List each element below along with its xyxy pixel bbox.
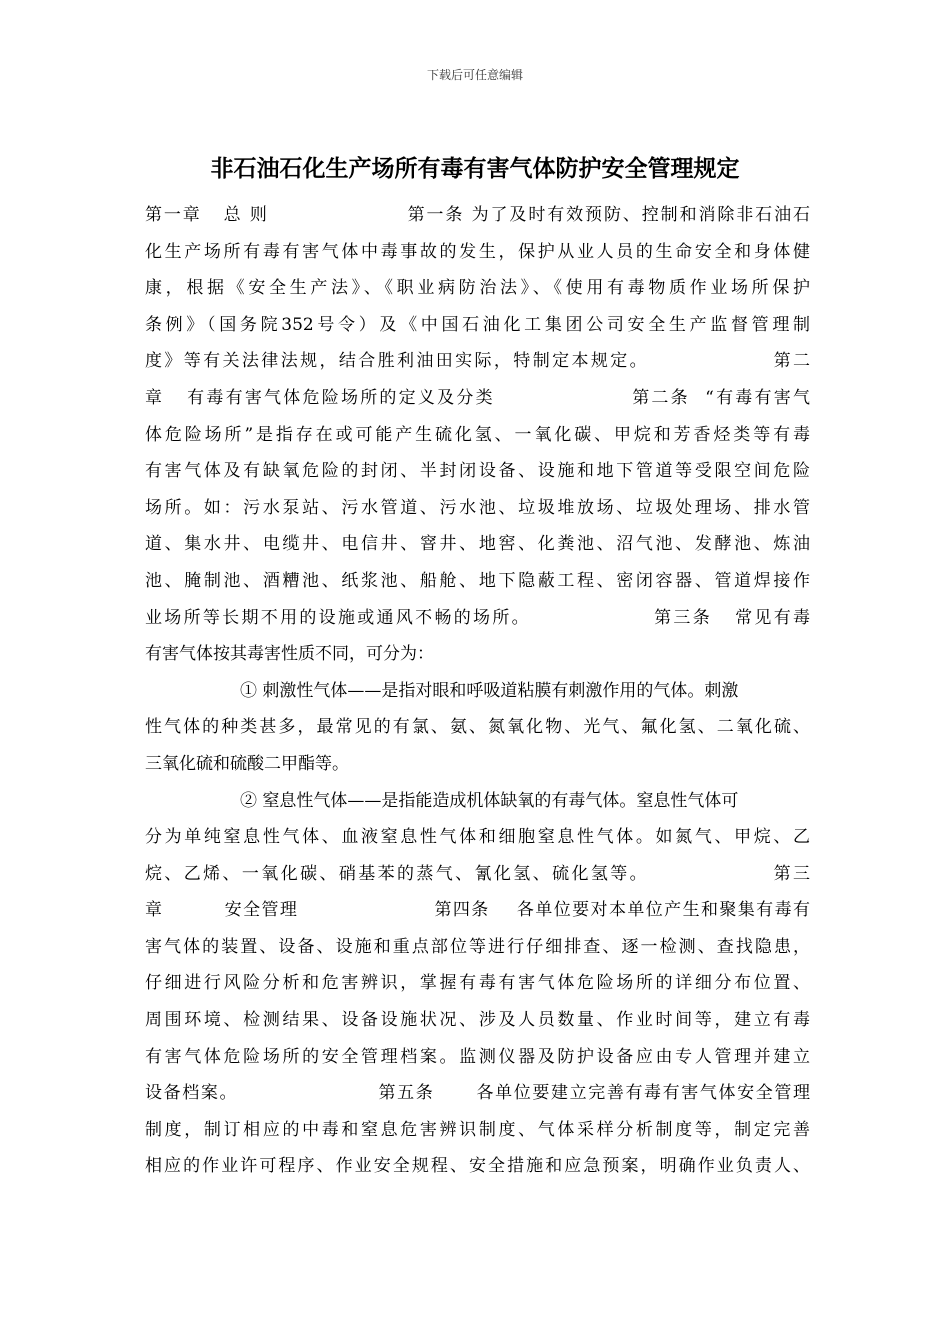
document-title: 非石油石化生产场所有毒有害气体防护安全管理规定 <box>210 156 740 182</box>
body-line: 设备档案。 第五条 各单位要建立完善有毒有害气体安全管理 <box>145 1083 810 1104</box>
body-line: ② 窒息性气体——是指能造成机体缺氧的有毒气体。窒息性气体可 <box>240 790 739 811</box>
body-line: 有害气体及有缺氧危险的封闭、半封闭设备、设施和地下管道等受限空间危险 <box>145 461 810 482</box>
body-line: 烷、乙烯、一氧化碳、硝基苯的蒸气、氰化氢、硫化氢等。 第三 <box>145 863 810 884</box>
body-line: 体危险场所”是指存在或可能产生硫化氢、一氧化碳、甲烷和芳香烃类等有毒 <box>145 424 810 445</box>
body-line: 章 安全管理 第四条 各单位要对本单位产生和聚集有毒有 <box>145 900 810 921</box>
body-line: 有害气体危险场所的安全管理档案。监测仪器及防护设备应由专人管理并建立 <box>145 1046 810 1067</box>
body-line: 相应的作业许可程序、作业安全规程、安全措施和应急预案，明确作业负责人、 <box>145 1156 810 1177</box>
header-note: 下载后可任意编辑 <box>426 68 523 82</box>
body-line: 道、集水井、电缆井、电信井、窨井、地窖、化粪池、沼气池、发酵池、炼油 <box>145 534 810 555</box>
body-line: 制度，制订相应的中毒和窒息危害辨识制度、气体采样分析制度等，制定完善 <box>145 1119 810 1140</box>
body-line: 业场所等长期不用的设施或通风不畅的场所。 第三条 常见有毒 <box>145 607 810 628</box>
body-line: 性气体的种类甚多，最常见的有氯、氨、氮氧化物、光气、氟化氢、二氧化硫、 <box>145 717 810 738</box>
body-line: 场所。如：污水泵站、污水管道、污水池、垃圾堆放场、垃圾处理场、排水管 <box>145 497 810 518</box>
body-line: 第一章 总 则 第一条 为了及时有效预防、控制和消除非石油石 <box>145 205 810 225</box>
body-line: 池、腌制池、酒糟池、纸浆池、船舱、地下隐蔽工程、密闭容器、管道焊接作 <box>145 570 810 591</box>
body-line: 周围环境、检测结果、设备设施状况、涉及人员数量、作业时间等，建立有毒 <box>145 1010 810 1031</box>
body-line: 条例》（国务院352号令）及《中国石油化工集团公司安全生产监督管理制 <box>145 314 810 335</box>
document-body <box>145 197 810 1185</box>
body-line: 康，根据《安全生产法》、《职业病防治法》、《使用有毒物质作业场所保护 <box>145 278 810 299</box>
body-line: 化生产场所有毒有害气体中毒事故的发生，保护从业人员的生命安全和身体健 <box>145 241 810 262</box>
body-line: 度》等有关法律法规，结合胜利油田实际，特制定本规定。 第二 <box>145 351 810 372</box>
body-line: 害气体的装置、设备、设施和重点部位等进行仔细排查、逐一检测、查找隐患， <box>145 936 810 957</box>
body-line: 分为单纯窒息性气体、血液窒息性气体和细胞窒息性气体。如氮气、甲烷、乙 <box>145 827 810 848</box>
body-line: 有害气体按其毒害性质不同，可分为： <box>145 644 434 665</box>
body-line: ① 刺激性气体——是指对眼和呼吸道粘膜有刺激作用的气体。刺激 <box>240 680 739 701</box>
body-line: 三氧化硫和硫酸二甲酯等。 <box>145 753 349 774</box>
body-line: 仔细进行风险分析和危害辨识，掌握有毒有害气体危险场所的详细分布位置、 <box>145 973 810 994</box>
body-line: 章 有毒有害气体危险场所的定义及分类 第二条 “有毒有害气 <box>145 387 810 408</box>
